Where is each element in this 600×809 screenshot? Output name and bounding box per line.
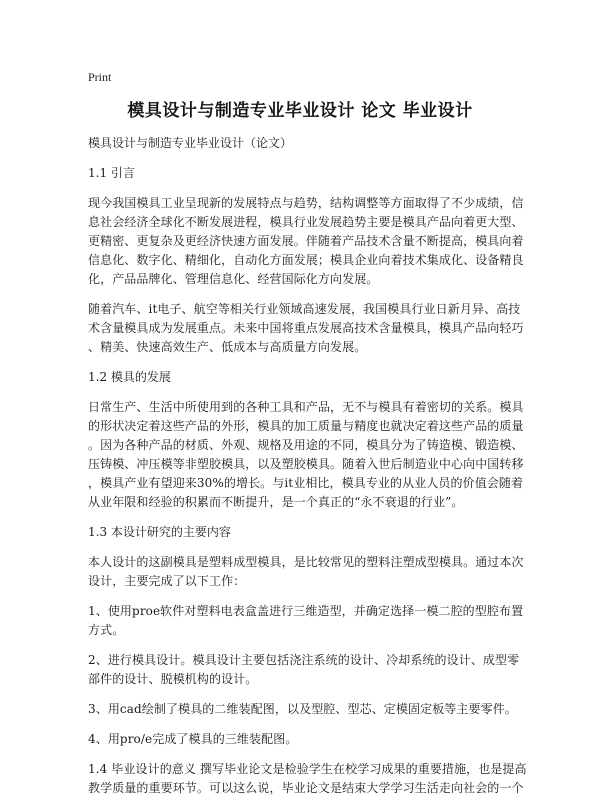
paragraph-line: 日常生产、生活中所使用到的各种工具和产品，无不与模具有着密切的关系。模具 — [88, 400, 524, 414]
paragraph-line: 3、用cad绘制了模具的二维装配图，以及型腔、型芯、定模固定板等主要零件。 — [88, 702, 517, 716]
section-heading: 1.1 引言 — [88, 166, 135, 180]
paragraph-line: 现今我国模具工业呈现新的发展特点与趋势，结构调整等方面取得了不少成绩，信 — [88, 196, 524, 210]
paragraph-line: 随着汽车、it电子、航空等相关行业领域高速发展，我国模具行业日新月异、高技 — [88, 302, 521, 316]
section-heading: 1.2 模具的发展 — [88, 370, 171, 384]
paragraph — [88, 700, 520, 719]
document-body — [88, 134, 527, 809]
paragraph — [88, 300, 524, 357]
paragraph — [88, 760, 527, 798]
paragraph-line: 1、使用proe软件对塑料电表盒盖进行三维造型，并确定选择一模二腔的型腔布置 — [88, 604, 524, 618]
paragraph-line: 方式。 — [88, 623, 125, 637]
paragraph-line: 4、用pro/e完成了模具的三维装配图。 — [88, 732, 298, 746]
paragraph-line: 设计，主要完成了以下工作： — [88, 574, 246, 588]
paragraph-line: 化，产品品牌化、管理信息化、经营国际化方向发展。 — [88, 272, 379, 286]
paragraph-line: 1.4 毕业设计的意义 撰写毕业论文是检验学生在校学习成果的重要措施，也是提高 — [88, 762, 527, 776]
paragraph — [88, 398, 524, 512]
paragraph-line: 教学质量的重要环节。可以这么说，毕业论文是结束大学学习生活走向社会的一个 — [88, 781, 524, 795]
paragraph-line: 部件的设计、脱模机构的设计。 — [88, 672, 258, 686]
paragraph-line: 从业年限和经验的积累而不断提升，是一个真正的“永不衰退的行业”。 — [88, 495, 464, 509]
document-subtitle: 模具设计与制造专业毕业设计（论文） — [88, 136, 293, 150]
document-title: 模具设计与制造专业毕业设计 论文 毕业设计 — [127, 101, 473, 121]
paragraph — [88, 194, 524, 289]
paragraph-line: 、精美、快速高效生产、低成本与高质量方向发展。 — [88, 340, 367, 354]
print-link[interactable]: Print — [88, 70, 112, 84]
paragraph-line: 信息化、数字化、精细化，自动化方面发展；模具企业向着技术集成化、设备精良 — [88, 253, 524, 267]
paragraph — [88, 730, 520, 749]
paragraph-line: 术含量模具成为发展重点。未来中国将重点发展高技术含量模具，模具产品向轻巧 — [88, 321, 524, 335]
paragraph-line: 息社会经济全球化不断发展进程，模具行业发展趋势主要是模具产品向着更大型、 — [88, 215, 524, 229]
paragraph-line: 压铸模、冲压模等非塑胶模具，以及塑胶模具。随着入世后制造业中心向中国转移 — [88, 457, 524, 471]
paragraph — [88, 651, 520, 689]
paragraph-line: 的形状决定着这些产品的外形，模具的加工质量与精度也就决定着这些产品的质量 — [88, 419, 524, 433]
paragraph-line: ，模具产业有望迎来30%的增长。与it业相比，模具专业的从业人员的价值会随着 — [88, 476, 524, 490]
paragraph-line: 2、进行模具设计。模具设计主要包括浇注系统的设计、冷却系统的设计、成型零 — [88, 653, 520, 667]
section-heading: 1.3 本设计研究的主要内容 — [88, 525, 231, 539]
paragraph — [88, 602, 524, 640]
paragraph-line: 本人设计的这副模具是塑料成型模具，是比较常见的塑料注塑成型模具。通过本次 — [88, 555, 524, 569]
paragraph — [88, 553, 524, 591]
paragraph-line: 。因为各种产品的材质、外观、规格及用途的不同，模具分为了铸造模、锻造模、 — [88, 438, 524, 452]
paragraph-line: 更精密、更复杂及更经济快速方面发展。伴随着产品技术含量不断提高，模具向着 — [88, 234, 524, 248]
